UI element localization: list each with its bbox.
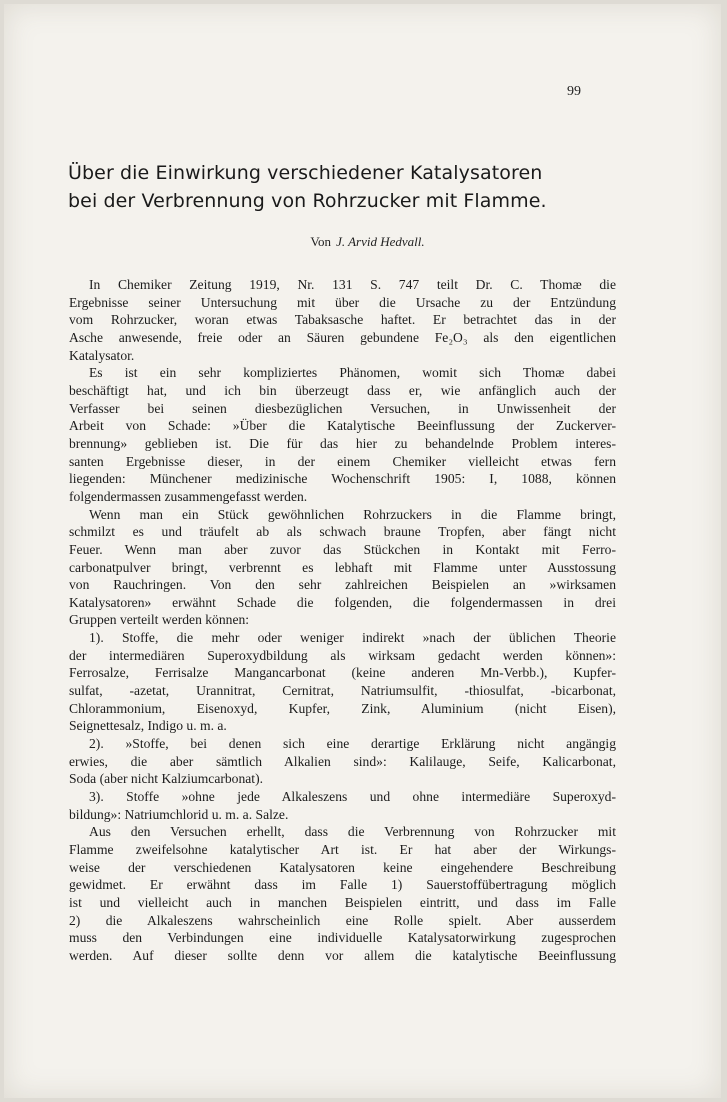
text-line: santen Ergebnisse dieser, in der einem Chemiker vielleicht etwas fern — [69, 453, 616, 469]
text-line: Flamme zweifelsohne katalytischer Art ist. Er hat aber der Wirkungs- — [69, 842, 616, 857]
text-line: werden. Auf dieser sollte denn vor allem die katalytische Beeinflussung — [69, 947, 616, 963]
text-line: Feuer. Wenn man aber zuvor das Stückchen in Kontakt mit Ferro- — [69, 541, 616, 557]
author-name: J. Arvid Hedvall. — [336, 234, 425, 249]
text-line: schmilzt es und träufelt ab als schwach braune Tropfen, aber fängt nicht — [69, 524, 616, 540]
title-line-1: Über die Einwirkung verschiedener Katalysatoren — [68, 162, 543, 184]
text-line: Seignettesalz, Indigo u. m. a. — [69, 718, 227, 734]
text-line: Asche anwesende, freie oder an Säuren gebundene Fe₂O₃ als den eigentlichen — [69, 329, 616, 345]
text-line: beschäftigt hat, und ich bin überzeugt dass er, wie anfänglich auch der — [69, 382, 616, 398]
text-line: von Rauchringen. Von den sehr zahlreichen Beispielen an »wirksamen — [69, 577, 616, 593]
text-line: Gruppen verteilt werden können: — [69, 612, 250, 628]
text-line: Es ist ein sehr kompliziertes Phänomen, womit sich Thomæ dabei — [89, 365, 616, 381]
text-line: Verfasser bei seinen diesbezüglichen Versuchen, in Unwissenheit der — [69, 400, 616, 416]
text-line: 2). »Stoffe, bei denen sich eine derartige Erklärung nicht angängig — [89, 736, 616, 752]
page-number: 99 — [567, 84, 581, 99]
title-line-2: bei der Verbrennung von Rohrzucker mit Flamme. — [68, 190, 547, 212]
text-line: carbonatpulver bringt, verbrennt es lebhaft mit Flamme unter Ausstossung — [69, 559, 616, 575]
text-line: In Chemiker Zeitung 1919, Nr. 131 S. 747 teilt Dr. C. Thomæ die — [89, 277, 616, 292]
text-line: gewidmet. Er erwähnt dass im Falle 1) Sauerstoffübertragung möglich — [69, 877, 616, 893]
text-line: weise der verschiedenen Katalysatoren keine eingehendere Beschreibung — [69, 859, 616, 875]
text-line: 2) die Alkaleszens wahrscheinlich eine Rolle spielt. Aber ausserdem — [69, 912, 616, 928]
text-line: folgendermassen zusammengefasst werden. — [69, 488, 308, 504]
text-line: Arbeit von Schade: »Über die Katalytische Beeinflussung der Zuckerver- — [69, 418, 616, 434]
text-line: der intermediären Superoxydbildung als wirksam gedacht werden können»: — [69, 647, 616, 663]
text-line: Aus den Versuchen erhellt, dass die Verbrennung von Rohrzucker mit — [89, 824, 616, 840]
text-line: Chlorammonium, Eisenoxyd, Kupfer, Zink, Aluminium (nicht Eisen), — [69, 700, 616, 716]
text-line: Wenn man ein Stück gewöhnlichen Rohrzuckers in die Flamme bringt, — [89, 506, 616, 522]
text-line: Ferrosalze, Ferrisalze Mangancarbonat (keine anderen Mn-Verbb.), Kupfer- — [69, 665, 616, 681]
document-page — [4, 4, 721, 1098]
text-line: 3). Stoffe »ohne jede Alkaleszens und ohne intermediäre Superoxyd- — [89, 789, 616, 805]
text-line: Katalysatoren» erwähnt Schade die folgenden, die folgendermassen in drei — [69, 594, 616, 610]
text-line: bildung»: Natriumchlorid u. m. a. Salze. — [69, 806, 289, 822]
text-line: Katalysator. — [69, 347, 135, 363]
text-line: Ergebnisse seiner Untersuchung mit über die Ursache zu der Entzündung — [69, 294, 616, 310]
text-line: 1). Stoffe, die mehr oder weniger indirekt »nach der üblichen Theorie — [89, 630, 616, 646]
text-line: erwies, die aber sämtlich Alkalien sind»: Kalilauge, Seife, Kalicarbonat, — [69, 753, 616, 769]
text-line: liegenden: Münchener medizinische Wochenschrift 1905: I, 1088, können — [69, 471, 616, 487]
text-line: ist und vielleicht auch in manchen Beispielen eintritt, und dass im Falle — [69, 894, 616, 910]
text-line: vom Rohrzucker, woran etwas Tabaksasche haftet. Er betrachtet das in der — [69, 312, 616, 328]
text-line: sulfat, -azetat, Urannitrat, Cernitrat, Natriumsulfit, -thiosulfat, -bicarbonat, — [69, 683, 616, 699]
article-title — [68, 159, 668, 215]
text-line: brennung» geblieben ist. Die für das hier zu behandelnde Problem interes- — [69, 435, 616, 451]
body-text — [69, 276, 616, 965]
text-line: muss den Verbindungen eine individuelle Katalysatorwirkung zugesprochen — [69, 930, 616, 946]
text-line: Soda (aber nicht Kalziumcarbonat). — [69, 771, 264, 787]
author-prefix: Von — [310, 234, 332, 249]
author-line — [4, 234, 727, 250]
